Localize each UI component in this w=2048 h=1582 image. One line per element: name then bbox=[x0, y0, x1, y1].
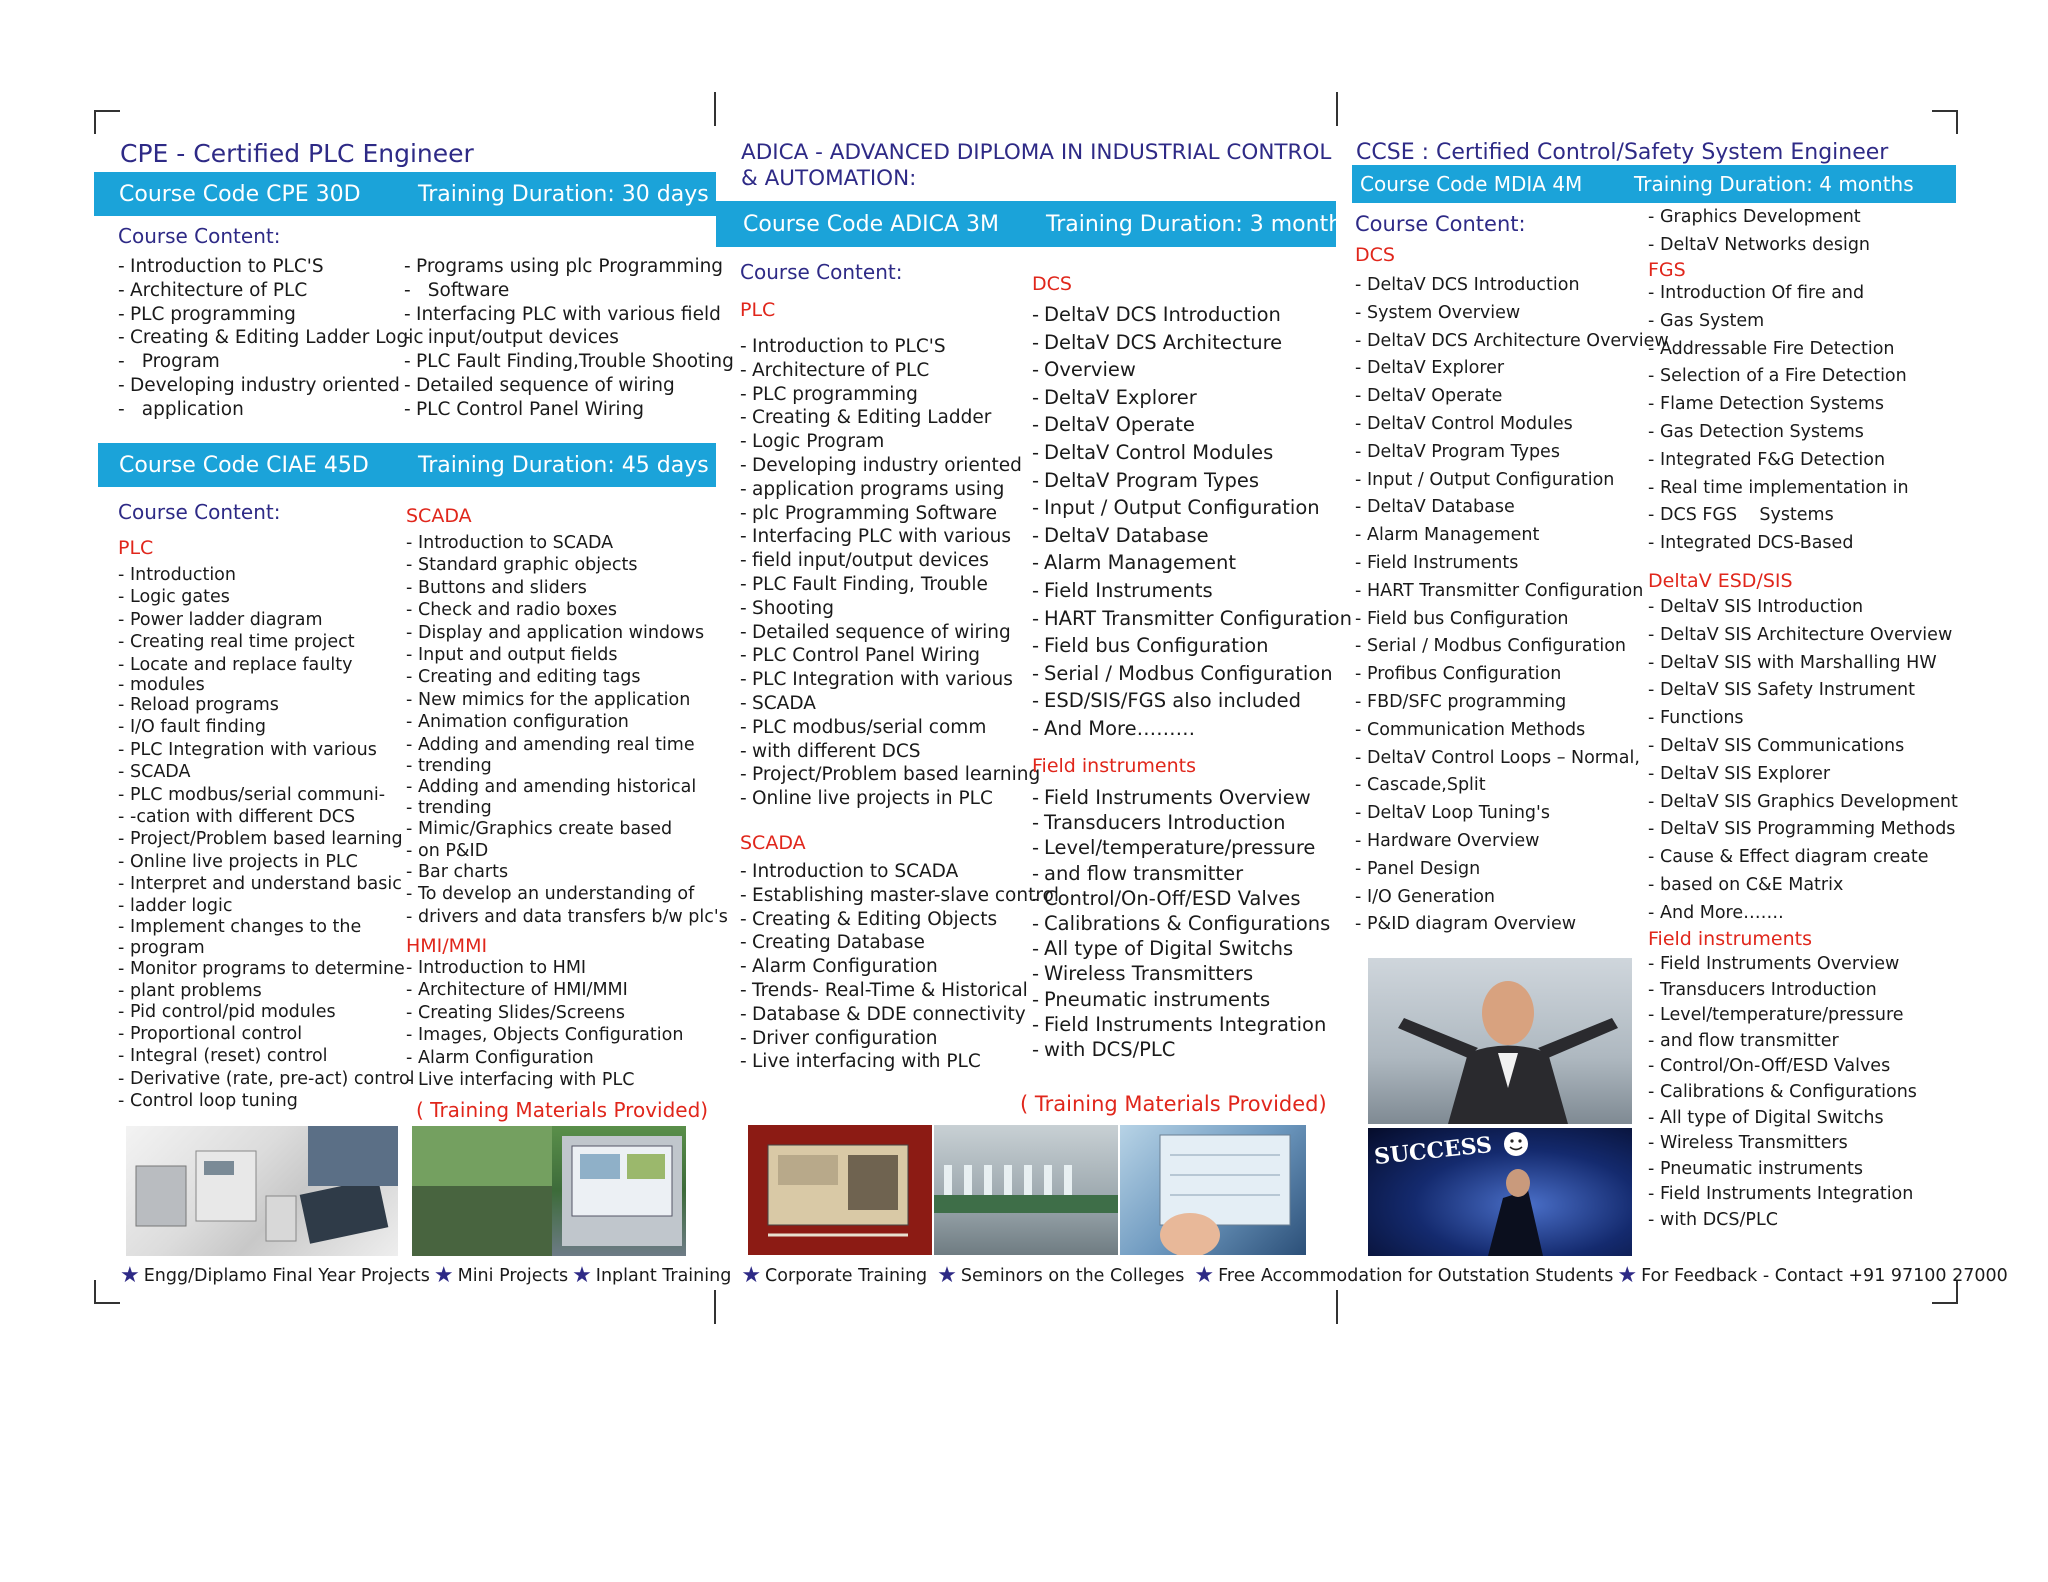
adica-plc-list bbox=[740, 335, 1040, 811]
list-item: - with DCS/PLC bbox=[1032, 1037, 1330, 1062]
crop-mark bbox=[1932, 110, 1958, 112]
star-icon: ★ bbox=[1617, 1263, 1638, 1288]
list-item: - Adding and amending historical bbox=[406, 776, 728, 798]
field-instruments-title: Field instruments bbox=[1032, 755, 1197, 777]
list-item: - DeltaV Database bbox=[1032, 522, 1352, 550]
list-item: - Input and output fields bbox=[406, 644, 728, 666]
list-item: - Introduction to SCADA bbox=[406, 532, 728, 554]
list-item: - Field bus Configuration bbox=[1355, 606, 1669, 634]
list-item: - Developing industry oriented bbox=[740, 454, 1040, 478]
list-item: - Monitor programs to determine bbox=[118, 958, 415, 980]
list-item: - DeltaV Explorer bbox=[1355, 355, 1669, 383]
list-item: - P&ID diagram Overview bbox=[1355, 911, 1669, 939]
list-item: - Graphics Development bbox=[1648, 204, 1870, 232]
adica-title-line2: & AUTOMATION: bbox=[741, 166, 917, 191]
success-photo bbox=[1368, 1128, 1632, 1256]
list-item: - Real time implementation in bbox=[1648, 475, 1909, 503]
list-item: - Alarm Management bbox=[1032, 549, 1352, 577]
bottling-line-photo bbox=[934, 1125, 1118, 1255]
list-item: - Field bus Configuration bbox=[1032, 632, 1352, 660]
crop-mark bbox=[1956, 110, 1958, 134]
list-item: - I/O Generation bbox=[1355, 884, 1669, 912]
course-code: Course Code MDIA 4M bbox=[1360, 172, 1583, 196]
crop-mark bbox=[94, 1280, 96, 1304]
list-item: - DeltaV SIS Safety Instrument bbox=[1648, 677, 1958, 705]
adica-field-list bbox=[1032, 785, 1330, 1062]
ccse-field-list bbox=[1648, 952, 1917, 1234]
ccse-fgs-list bbox=[1648, 280, 1909, 558]
list-item: - DeltaV SIS Architecture Overview bbox=[1648, 622, 1958, 650]
list-item: - DeltaV DCS Architecture Overview bbox=[1355, 328, 1669, 356]
footer-item: Engg/Diplamo Final Year Projects bbox=[143, 1265, 430, 1286]
list-item: - Derivative (rate, pre-act) control bbox=[118, 1068, 415, 1090]
star-icon: ★ bbox=[937, 1263, 957, 1288]
list-item: - Pid control/pid modules bbox=[118, 1001, 415, 1023]
control-room-photo bbox=[412, 1126, 686, 1256]
list-item: - Control/On-Off/ESD Valves bbox=[1032, 886, 1330, 911]
list-item: - Calibrations & Configurations bbox=[1032, 911, 1330, 936]
list-item: - DeltaV Operate bbox=[1032, 411, 1352, 439]
list-item: - Interpret and understand basic bbox=[118, 873, 415, 895]
list-item: - Implement changes to the bbox=[118, 916, 415, 938]
list-item: - Detailed sequence of wiring bbox=[404, 374, 734, 398]
list-item: - Addressable Fire Detection bbox=[1648, 336, 1909, 364]
list-item: - PLC Integration with various bbox=[118, 739, 415, 761]
list-item: - plant problems bbox=[118, 981, 415, 1001]
list-item: - DeltaV DCS Introduction bbox=[1032, 301, 1352, 329]
list-item: - Level/temperature/pressure bbox=[1648, 1003, 1917, 1029]
list-item: - DeltaV Operate bbox=[1355, 383, 1669, 411]
list-item: - Input / Output Configuration bbox=[1032, 494, 1352, 522]
list-item: - on P&ID bbox=[406, 841, 728, 861]
list-item: - Bar charts bbox=[406, 861, 728, 883]
list-item: - DeltaV SIS Explorer bbox=[1648, 761, 1958, 789]
list-item: - Hardware Overview bbox=[1355, 828, 1669, 856]
list-item: - Introduction Of fire and bbox=[1648, 280, 1909, 308]
list-item: - input/output devices bbox=[404, 326, 734, 350]
adica-title-line1: ADICA - ADVANCED DIPLOMA IN INDUSTRIAL CONTROL bbox=[741, 140, 1332, 165]
cpe-course-bar bbox=[94, 172, 716, 216]
list-item: - And More……… bbox=[1032, 715, 1352, 743]
list-item: - DeltaV Control Loops – Normal, bbox=[1355, 745, 1669, 773]
list-item: - Introduction to SCADA bbox=[740, 860, 1059, 884]
list-item: - Check and radio boxes bbox=[406, 599, 728, 621]
plc-hardware-photo bbox=[126, 1126, 398, 1256]
list-item: - Calibrations & Configurations bbox=[1648, 1080, 1917, 1106]
star-icon: ★ bbox=[120, 1263, 140, 1288]
list-item: - SCADA bbox=[740, 692, 1040, 716]
star-icon: ★ bbox=[1194, 1263, 1215, 1288]
esd-sis-section-title: DeltaV ESD/SIS bbox=[1648, 570, 1793, 592]
list-item: - All type of Digital Switchs bbox=[1648, 1106, 1917, 1132]
list-item: - Flame Detection Systems bbox=[1648, 391, 1909, 419]
dcs-section-title: DCS bbox=[1355, 244, 1395, 266]
list-item: - And More……. bbox=[1648, 900, 1958, 928]
list-item: - Creating & Editing Ladder bbox=[740, 406, 1040, 430]
list-item: - DeltaV Explorer bbox=[1032, 384, 1352, 412]
ccse-course-bar bbox=[1352, 165, 1956, 203]
list-item: - Profibus Configuration bbox=[1355, 661, 1669, 689]
list-item: - trending bbox=[406, 756, 728, 776]
course-code: Course Code ADICA 3M bbox=[743, 211, 999, 237]
list-item: - Cascade,Split bbox=[1355, 772, 1669, 800]
cpe-list-b bbox=[404, 255, 734, 422]
list-item: - DeltaV SIS Graphics Development bbox=[1648, 789, 1958, 817]
fold-mark bbox=[1336, 92, 1338, 126]
list-item: - DCS FGS Systems bbox=[1648, 502, 1909, 530]
list-item: - Locate and replace faulty bbox=[118, 654, 415, 676]
list-item: - PLC programming bbox=[740, 383, 1040, 407]
list-item: - Standard graphic objects bbox=[406, 554, 728, 576]
list-item: - Architecture of HMI/MMI bbox=[406, 979, 683, 1001]
list-item: - and flow transmitter bbox=[1032, 861, 1330, 886]
list-item: - Communication Methods bbox=[1355, 717, 1669, 745]
list-item: - Creating Slides/Screens bbox=[406, 1002, 683, 1024]
list-item: - Panel Design bbox=[1355, 856, 1669, 884]
list-item: - To develop an understanding of bbox=[406, 883, 728, 905]
footer-bar bbox=[116, 1263, 2008, 1288]
list-item: - Live interfacing with PLC bbox=[406, 1069, 683, 1091]
ccse-title: CCSE : Certified Control/Safety System Engineer bbox=[1356, 140, 1889, 165]
list-item: - Pneumatic instruments bbox=[1032, 987, 1330, 1012]
list-item: - Pneumatic instruments bbox=[1648, 1157, 1917, 1183]
list-item: - Proportional control bbox=[118, 1023, 415, 1045]
list-item: - Integrated F&G Detection bbox=[1648, 447, 1909, 475]
fold-mark bbox=[714, 92, 716, 126]
list-item: - DeltaV Program Types bbox=[1355, 439, 1669, 467]
list-item: - Program bbox=[118, 350, 424, 374]
ciae-course-bar bbox=[98, 443, 716, 487]
list-item: - Gas System bbox=[1648, 308, 1909, 336]
list-item: - Database & DDE connectivity bbox=[740, 1003, 1059, 1027]
list-item: - Introduction to HMI bbox=[406, 957, 683, 979]
list-item: - DeltaV Program Types bbox=[1032, 467, 1352, 495]
list-item: - Live interfacing with PLC bbox=[740, 1050, 1059, 1074]
list-item: - Transducers Introduction bbox=[1648, 978, 1917, 1004]
footer-item: Corporate Training bbox=[765, 1265, 928, 1286]
list-item: - ESD/SIS/FGS also included bbox=[1032, 687, 1352, 715]
list-item: - DeltaV DCS Architecture bbox=[1032, 329, 1352, 357]
list-item: - DeltaV DCS Introduction bbox=[1355, 272, 1669, 300]
list-item: - Introduction bbox=[118, 564, 415, 586]
cpe-title: CPE - Certified PLC Engineer bbox=[120, 139, 474, 168]
list-item: - -cation with different DCS bbox=[118, 806, 415, 828]
ccse-esd-list bbox=[1648, 594, 1958, 928]
list-item: - Online live projects in PLC bbox=[740, 787, 1040, 811]
adica-scada-list bbox=[740, 860, 1059, 1074]
fold-mark bbox=[714, 1290, 716, 1324]
fold-mark bbox=[1336, 1290, 1338, 1324]
footer-item: Free Accommodation for Outstation Students bbox=[1218, 1265, 1614, 1286]
list-item: - PLC Control Panel Wiring bbox=[740, 644, 1040, 668]
list-item: - Establishing master-slave control bbox=[740, 884, 1059, 908]
crop-mark bbox=[1932, 1302, 1958, 1304]
list-item: - DeltaV SIS Communications bbox=[1648, 733, 1958, 761]
footer-item: Seminors on the Colleges bbox=[960, 1265, 1185, 1286]
course-code: Course Code CIAE 45D bbox=[119, 452, 369, 478]
course-content-header: Course Content: bbox=[740, 260, 903, 284]
list-item: - Alarm Configuration bbox=[740, 955, 1059, 979]
list-item: - Buttons and sliders bbox=[406, 577, 728, 599]
list-item: - Developing industry oriented bbox=[118, 374, 424, 398]
list-item: - Introduction to PLC'S bbox=[118, 255, 424, 279]
list-item: - Adding and amending real time bbox=[406, 734, 728, 756]
happy-man-photo bbox=[1368, 958, 1632, 1124]
footer-item: Mini Projects bbox=[457, 1265, 569, 1286]
list-item: - Project/Problem based learning bbox=[118, 828, 415, 850]
list-item: - Display and application windows bbox=[406, 622, 728, 644]
list-item: - Integral (reset) control bbox=[118, 1045, 415, 1067]
list-item: - I/O fault finding bbox=[118, 716, 415, 738]
list-item: - PLC Integration with various bbox=[740, 668, 1040, 692]
list-item: - Creating and editing tags bbox=[406, 666, 728, 688]
list-item: - Transducers Introduction bbox=[1032, 810, 1330, 835]
list-item: - trending bbox=[406, 798, 728, 818]
hmi-list bbox=[406, 957, 683, 1091]
star-icon: ★ bbox=[433, 1263, 454, 1288]
list-item: - application bbox=[118, 398, 424, 422]
list-item: - PLC Fault Finding,Trouble Shooting bbox=[404, 350, 734, 374]
list-item: - Integrated DCS-Based bbox=[1648, 530, 1909, 558]
list-item: - Field Instruments Integration bbox=[1032, 1012, 1330, 1037]
list-item: - drivers and data transfers b/w plc's bbox=[406, 906, 728, 928]
plc-section-title: PLC bbox=[740, 299, 776, 321]
list-item: - Field Instruments Integration bbox=[1648, 1182, 1917, 1208]
list-item: - Power ladder diagram bbox=[118, 609, 415, 631]
fgs-section-title: FGS bbox=[1648, 259, 1686, 281]
list-item: - PLC Control Panel Wiring bbox=[404, 398, 734, 422]
list-item: - DeltaV SIS Introduction bbox=[1648, 594, 1958, 622]
plc-section-title: PLC bbox=[118, 537, 154, 559]
list-item: - Alarm Configuration bbox=[406, 1047, 683, 1069]
course-content-header: Course Content: bbox=[1355, 212, 1526, 236]
star-icon: ★ bbox=[741, 1263, 762, 1288]
list-item: - System Overview bbox=[1355, 300, 1669, 328]
list-item: - Trends- Real-Time & Historical bbox=[740, 979, 1059, 1003]
list-item: - Gas Detection Systems bbox=[1648, 419, 1909, 447]
list-item: - Introduction to PLC'S bbox=[740, 335, 1040, 359]
ccse-top-list bbox=[1648, 204, 1870, 260]
list-item: - modules bbox=[118, 676, 415, 694]
list-item: - New mimics for the application bbox=[406, 689, 728, 711]
list-item: - DeltaV Networks design bbox=[1648, 232, 1870, 260]
adica-dcs-list bbox=[1032, 301, 1352, 743]
course-code: Course Code CPE 30D bbox=[119, 181, 361, 207]
list-item: - Software bbox=[404, 279, 734, 303]
list-item: - Overview bbox=[1032, 356, 1352, 384]
list-item: - Project/Problem based learning bbox=[740, 763, 1040, 787]
list-item: - Architecture of PLC bbox=[740, 359, 1040, 383]
list-item: - Logic Program bbox=[740, 430, 1040, 454]
list-item: - Field Instruments bbox=[1355, 550, 1669, 578]
list-item: - Serial / Modbus Configuration bbox=[1032, 660, 1352, 688]
list-item: - Programs using plc Programming bbox=[404, 255, 734, 279]
list-item: - HART Transmitter Configuration bbox=[1355, 578, 1669, 606]
list-item: - SCADA bbox=[118, 761, 415, 783]
list-item: - Selection of a Fire Detection bbox=[1648, 363, 1909, 391]
list-item: - DeltaV Control Modules bbox=[1355, 411, 1669, 439]
list-item: - Reload programs bbox=[118, 694, 415, 716]
list-item: - Interfacing PLC with various bbox=[740, 525, 1040, 549]
list-item: - Alarm Management bbox=[1355, 522, 1669, 550]
course-content-header: Course Content: bbox=[118, 224, 281, 248]
list-item: - Functions bbox=[1648, 705, 1958, 733]
list-item: - PLC modbus/serial comm bbox=[740, 716, 1040, 740]
field-instruments-title: Field instruments bbox=[1648, 928, 1813, 950]
list-item: - Serial / Modbus Configuration bbox=[1355, 633, 1669, 661]
list-item: - program bbox=[118, 938, 415, 958]
list-item: - Control loop tuning bbox=[118, 1090, 415, 1112]
hmi-section-title: HMI/MMI bbox=[406, 935, 488, 957]
footer-item: For Feedback - Contact +91 97100 27000 bbox=[1641, 1265, 2008, 1286]
list-item: - with DCS/PLC bbox=[1648, 1208, 1917, 1234]
list-item: - Architecture of PLC bbox=[118, 279, 424, 303]
list-item: - DeltaV Database bbox=[1355, 494, 1669, 522]
footer-item: Inplant Training bbox=[595, 1265, 732, 1286]
crop-mark bbox=[94, 110, 96, 134]
list-item: - ladder logic bbox=[118, 896, 415, 916]
list-item: - DeltaV Control Modules bbox=[1032, 439, 1352, 467]
list-item: - PLC modbus/serial communi- bbox=[118, 784, 415, 806]
list-item: - Shooting bbox=[740, 597, 1040, 621]
list-item: - DeltaV SIS Programming Methods bbox=[1648, 816, 1958, 844]
training-duration: Training Duration: 45 days bbox=[418, 452, 709, 478]
list-item: - Interfacing PLC with various field bbox=[404, 303, 734, 327]
star-icon: ★ bbox=[572, 1263, 592, 1288]
list-item: - and flow transmitter bbox=[1648, 1029, 1917, 1055]
crop-mark bbox=[94, 1302, 120, 1304]
list-item: - DeltaV SIS with Marshalling HW bbox=[1648, 650, 1958, 678]
list-item: - DeltaV Loop Tuning's bbox=[1355, 800, 1669, 828]
course-content-header: Course Content: bbox=[118, 500, 281, 524]
scada-section-title: SCADA bbox=[740, 832, 806, 854]
cpe-list-a bbox=[118, 255, 424, 422]
list-item: - PLC programming bbox=[118, 303, 424, 327]
training-materials-note: ( Training Materials Provided) bbox=[1020, 1092, 1327, 1116]
list-item: - Images, Objects Configuration bbox=[406, 1024, 683, 1046]
list-item: - with different DCS bbox=[740, 740, 1040, 764]
success-text: SUCCESS bbox=[1372, 1131, 1494, 1171]
wiring-panel-photo bbox=[748, 1125, 932, 1255]
training-materials-note: ( Training Materials Provided) bbox=[416, 1098, 709, 1122]
touchscreen-photo bbox=[1120, 1125, 1306, 1255]
plc-list bbox=[118, 564, 415, 1113]
list-item: - Creating & Editing Ladder Logic bbox=[118, 326, 424, 350]
dcs-section-title: DCS bbox=[1032, 273, 1072, 295]
list-item: - Creating Database bbox=[740, 931, 1059, 955]
list-item: - Field Instruments Overview bbox=[1032, 785, 1330, 810]
list-item: - Creating & Editing Objects bbox=[740, 908, 1059, 932]
list-item: - PLC Fault Finding, Trouble bbox=[740, 573, 1040, 597]
list-item: - Creating real time project bbox=[118, 631, 415, 653]
list-item: - application programs using bbox=[740, 478, 1040, 502]
list-item: - plc Programming Software bbox=[740, 502, 1040, 526]
list-item: - based on C&E Matrix bbox=[1648, 872, 1958, 900]
list-item: - Detailed sequence of wiring bbox=[740, 621, 1040, 645]
adica-course-bar bbox=[716, 201, 1354, 247]
crop-mark bbox=[94, 110, 120, 112]
training-duration: Training Duration: 30 days bbox=[418, 181, 709, 207]
list-item: - HART Transmitter Configuration bbox=[1032, 605, 1352, 633]
list-item: - Cause & Effect diagram create bbox=[1648, 844, 1958, 872]
list-item: - Control/On-Off/ESD Valves bbox=[1648, 1054, 1917, 1080]
list-item: - Field Instruments Overview bbox=[1648, 952, 1917, 978]
ccse-dcs-list bbox=[1355, 272, 1669, 939]
list-item: - Field Instruments bbox=[1032, 577, 1352, 605]
list-item: - Input / Output Configuration bbox=[1355, 467, 1669, 495]
list-item: - Level/temperature/pressure bbox=[1032, 835, 1330, 860]
list-item: - Mimic/Graphics create based bbox=[406, 818, 728, 840]
list-item: - All type of Digital Switchs bbox=[1032, 936, 1330, 961]
list-item: - FBD/SFC programming bbox=[1355, 689, 1669, 717]
list-item: - Logic gates bbox=[118, 586, 415, 608]
list-item: - Online live projects in PLC bbox=[118, 851, 415, 873]
list-item: - Wireless Transmitters bbox=[1032, 961, 1330, 986]
list-item: - field input/output devices bbox=[740, 549, 1040, 573]
scada-list bbox=[406, 532, 728, 928]
list-item: - Wireless Transmitters bbox=[1648, 1131, 1917, 1157]
training-duration: Training Duration: 3 months bbox=[1046, 211, 1354, 237]
training-duration: Training Duration: 4 months bbox=[1634, 172, 1914, 196]
scada-section-title: SCADA bbox=[406, 505, 472, 527]
list-item: - Driver configuration bbox=[740, 1027, 1059, 1051]
list-item: - Animation configuration bbox=[406, 711, 728, 733]
